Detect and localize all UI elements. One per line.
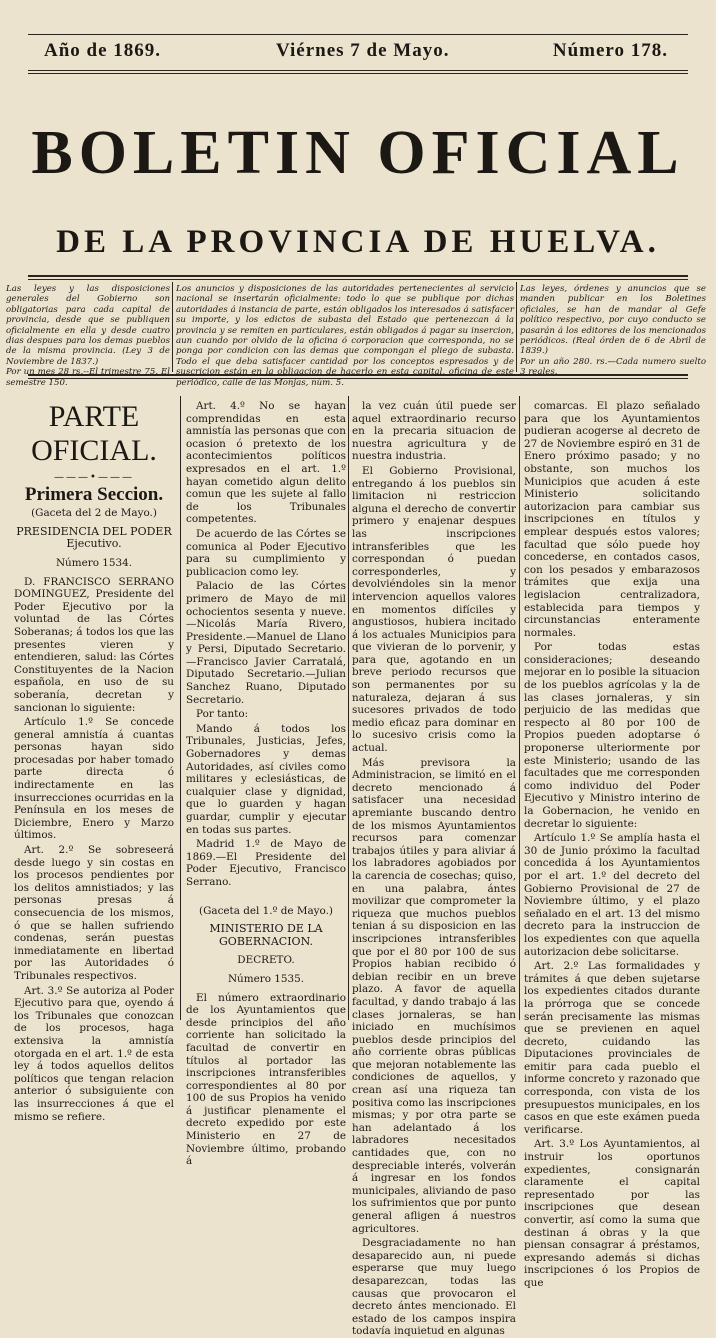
- paragraph: Palacio de las Córtes primero de Mayo de mil ochocientos sesenta y nueve.—Nicolás María Rivero, Presidente.—Manuel de Llano y Persi, Diputado Secretario.—Francisco Javier Carratalá, Diputado Secretario.—Julian Sanchez Ruano, Diputado Secretario.: [186, 580, 346, 706]
- issue-date: Viérnes 7 de Mayo.: [276, 40, 450, 61]
- paragraph: Por tanto:: [196, 708, 249, 721]
- paragraph: Desgraciadamente no han desaparecido aun, ni puede esperarse que muy luego desaparezcan, todas las causas que provocaron el decreto ántes mencionado. El estado de los campos inspira todavía inquietud en algunas: [352, 1237, 516, 1338]
- masthead-rule-thin: [28, 73, 688, 74]
- notice-orders: [520, 284, 706, 378]
- paragraph: Más previsora la Administracion, se limitó en el decreto mencionado á satisfacer una necesidad apremiante buscando dentro de los mismos Ayuntamientos recursos para comenzar trabajos útiles y para aliviar á los labradores agobiados por la carencia de cosechas; quiso, en una palabra, ántes movilizar que comprometer la riqueza que muchos pueblos tenian á su disposicion en las inscripciones intransferibles que por el 80 por 100 de sus Propios habian recibido ó debian recibir en un breve plazo. A favor de aquella facultad, y dando trabajo á las clases jornaleras, se han iniciado en muchísimos pueblos desde principios del año corriente obras públicas que mejoran notablemente las condiciones de aquellos, y crean así una riqueza tan positiva como las inscripciones mismas; y por otra parte se han adelantado á los labradores necesitados cantidades que, con no despreciable interés, volverán á ingresar en los fondos municipales, aliviando de paso los sufrimientos que por punto general afligen á nuestros agricultores.: [352, 756, 516, 1235]
- publication-notices: [6, 284, 710, 388]
- paragraph: El número extraordinario de los Ayuntamientos que desde principios del año corriente han solicitado la facultad de convertir en títulos al portador las inscripciones intransferibles correspondientes al 80 por 100 de sus Propios ha venido á justificar plenamente el decreto expedido por este Ministerio en 27 de Noviembre último, probando á: [186, 991, 346, 1168]
- title-line-2: DE LA PROVINCIA DE HUELVA.: [56, 224, 660, 260]
- column-2: [186, 400, 346, 1168]
- column-3: [352, 400, 516, 1338]
- paragraph: comarcas. El plazo señalado para que los Ayuntamientos pudieran acogerse al decreto de 27 de Noviembre espiró en 31 de Enero próximo pasado; y no obstante, son muchos los Municipios que acuden á este Ministerio solicitando autorizacion para cambiar sus inscripciones en títulos y emplear después estos valores; facultad que sólo puede hoy concederse, en contados casos, con los pesados y embarazosos trámites que exija una legislacion centralizadora, establecida para tiempos y circunstancias enteramente normales.: [524, 400, 700, 639]
- paragraph: Por todas estas consideraciones; deseando mejorar en lo posible la situacion de los pueblos agrícolas y la de las clases jornaleras, y sin perjuicio de las medidas que respecto al 80 por 100 de Propios pueden adoptarse ó proponerse ulteriormente por este Ministerio; usando de las facultades que me corresponden como individuo del Poder Ejecutivo y Ministro interino de la Gobernacion, he venido en decretar lo siguiente:: [524, 641, 700, 830]
- decree-number: Número 1534.: [55, 556, 133, 569]
- paragraph: la vez cuán útil puede ser aquel extraordinario recurso en la precaria situacion de nuestra agricultura y de nuestra industria.: [352, 400, 516, 463]
- title-line-1: BOLETIN OFICIAL: [31, 119, 685, 187]
- issue-number: Número 178.: [552, 40, 668, 61]
- paragraph: Mando á todos los Tribunales, Justicias, Jefes, Gobernadores y demas Autoridades, así civiles como militares y eclesiásticas, de cualquier clase y dignidad, que lo guarden y hagan guardar, cumplir y ejecutar en todas sus partes.: [186, 722, 346, 836]
- column-1: [14, 400, 174, 1123]
- paragraph: Madrid 1.º de Mayo de 1869.—El Presidente del Poder Ejecutivo, Francisco Serrano.: [186, 838, 346, 888]
- gaceta-source: (Gaceta del 1.º de Mayo.): [199, 904, 333, 917]
- notice-divider-2: [516, 282, 517, 372]
- notices-rule: [28, 374, 688, 376]
- paragraph: Artículo 1.º Se amplía hasta el 30 de Junio próximo la facultad concedida á los Ayuntamientos por el art. 1.º del decreto del Gobierno Provisional de 27 de Noviembre último, y el plazo señalado en el art. 13 del mismo decreto para la instruccion de los expedientes con que aquella autorizacion debe solicitarse.: [524, 832, 700, 958]
- ornament-divider: ———•———: [54, 472, 134, 483]
- paragraph: Art. 2.º Las formalidades y trámites á que deben sujetarse los expedientes citados durante la prórroga que se concede serán precisamente las mismas que se previenen en aquel decreto, cuidando las Diputaciones provinciales de emitir para cada pueblo el informe concreto y razonado que corresponda, con vista de los presupuestos municipales, en los casos en que este exámen pueda verificarse.: [524, 960, 700, 1136]
- paragraph: Art. 3.º Se autoriza al Poder Ejecutivo para que, oyendo á los Tribunales que conozcan de los procesos, haga extensiva la amnistía otorgada en el art. 1.º de esta ley á todos aquellos delitos políticos que tengan relacion anterior ó subsiguiente con las insurrecciones á que el mismo se refiere.: [14, 984, 174, 1123]
- ministerio-heading: MINISTERIO DE LA GOBERNACION.: [209, 922, 323, 948]
- title-rule-thin: [28, 279, 688, 280]
- gaceta-source: (Gaceta del 2 de Mayo.): [31, 507, 157, 520]
- paragraph: De acuerdo de las Córtes se comunica al Poder Ejecutivo para su cumplimiento y publicacion como ley.: [186, 527, 346, 578]
- paragraph: Art. 3.º Los Ayuntamientos, al instruir los oportunos expedientes, consignarán claramente el capital representado por las inscripciones que desean convertir, así como la suma que destinan á obras y la que piensan consagrar á préstamos, expresando además si dichas inscripciones ó los Propios de que: [524, 1138, 700, 1289]
- paragraph: Art. 2.º Se sobreseerá desde luego y sin costas en los procesos pendientes por los delitos amnistiados; y las personas presas á consecuencia de los mismos, ó que se hallen sufriendo condenas, serán puestas inmediatamente en libertad por las Autoridades ó Tribunales respectivos.: [14, 844, 174, 982]
- notice-announcements-text: Los anuncios y disposiciones de las autoridades pertenecientes al servicio nacional se insertarán oficialmente: todo lo que se publique por dichas autoridades á instancia de parte, están obligados los interesados á satisfacer su importe, y los edictos de subasta del Estado que pertenezcan á la provincia y se remiten en particulares, están obligados á pagar su insercion, aun cuando por olvido de la oficina ó corporacion que corresponda, no se ponga por condicion con las demas que compongan el pliego de subasta. Todo el que deba satisfacer cantidad por los conceptos espresados y de suscricion están en la obligacion de hacerlo en esta capital, oficina de este periódico, calle de las Monjas, núm. 5.: [176, 284, 514, 388]
- notice-divider-1: [172, 282, 173, 372]
- presidencia-heading: PRESIDENCIA DEL PODER Ejecutivo.: [16, 524, 172, 551]
- section-heading: Primera Seccion.: [24, 483, 164, 505]
- issue-year: Año de 1869.: [44, 40, 162, 61]
- masthead-rule: [28, 70, 688, 71]
- paragraph: D. FRANCISCO SERRANO DOMINGUEZ, Presidente del Poder Ejecutivo por la voluntad de las Córtes Soberanas; á todos los que las presentes vieren y entendieren, salud: las Córtes Constituyentes de la Nacion española, en uso de su soberanía, decretan y sancionan lo siguiente:: [14, 575, 174, 714]
- parte-oficial-heading: PARTE OFICIAL.: [31, 400, 157, 467]
- column-4: [524, 400, 700, 1289]
- notice-orders-text: Las leyes, órdenes y anuncios que se manden publicar en los Boletines oficiales, se han de mandar al Gefe político respectivo, por cuyo conducto se pasarán á los editores de los mencionados periódicos. (Real órden de 6 de Abril de 1839.): [520, 284, 706, 357]
- paragraph: El Gobierno Provisional, entregando á los pueblos sin limitacion ni restriccion alguna el derecho de convertir primero y enajenar despues las inscripciones intransferibles que les correspondan ó puedan corresponderles, y devolviéndoles sin la menor intervencion aquellos valores en momentos difíciles y angustiosos, hubiera incitado á los actuales Municipios para que vivieran de lo porvenir, y para que, agotando en un breve periodo recursos que son permanentes por su naturaleza, dejaran á sus sucesores privados de todo medio eficaz para dominar en lo sucesivo crisis como la actual.: [352, 464, 516, 755]
- notice-laws-price: Por un mes 28 rs.--El trimestre 75. El semestre 150.: [6, 367, 170, 388]
- notice-announcements: [176, 284, 514, 388]
- decreto-heading: DECRETO.: [237, 954, 295, 967]
- paragraph: Artículo 1.º Se concede general amnistía á cuantas personas hayan sido procesadas por haber tomado parte directa ó indirectamente en las insurrecciones ocurridas en la Península en los meses de Diciembre, Enero y Marzo últimos.: [14, 716, 174, 842]
- masthead-row: [30, 40, 686, 70]
- column-divider-3: [519, 396, 520, 1020]
- column-divider-2: [348, 396, 349, 1020]
- paragraph: Art. 4.º No se hayan comprendidas en esta amnistía las personas que con ocasion ó pretexto de los acontecimientos políticos expresados en el art. 1.º hayan cometido algun delito comun que les sujete al fallo de los Tribunales competentes.: [186, 400, 346, 526]
- notice-laws: [6, 284, 170, 388]
- top-rule: [28, 34, 688, 35]
- notice-laws-text: Las leyes y las disposiciones generales del Gobierno son obligatorias para cada capital de provincia, desde que se publiquen oficialmente en ella y desde cuatro dias despues para los demas pueblos de la misma provincia. (Ley 3 de Noviembre de 1837.): [6, 284, 170, 367]
- title-rule: [28, 275, 688, 277]
- column-divider-1: [180, 396, 181, 1020]
- notice-orders-price: Por un año 280. rs.—Cada numero suelto 3 reales.: [520, 356, 706, 378]
- notices-rule-thin: [28, 378, 688, 379]
- decree-number: Número 1535.: [227, 972, 305, 985]
